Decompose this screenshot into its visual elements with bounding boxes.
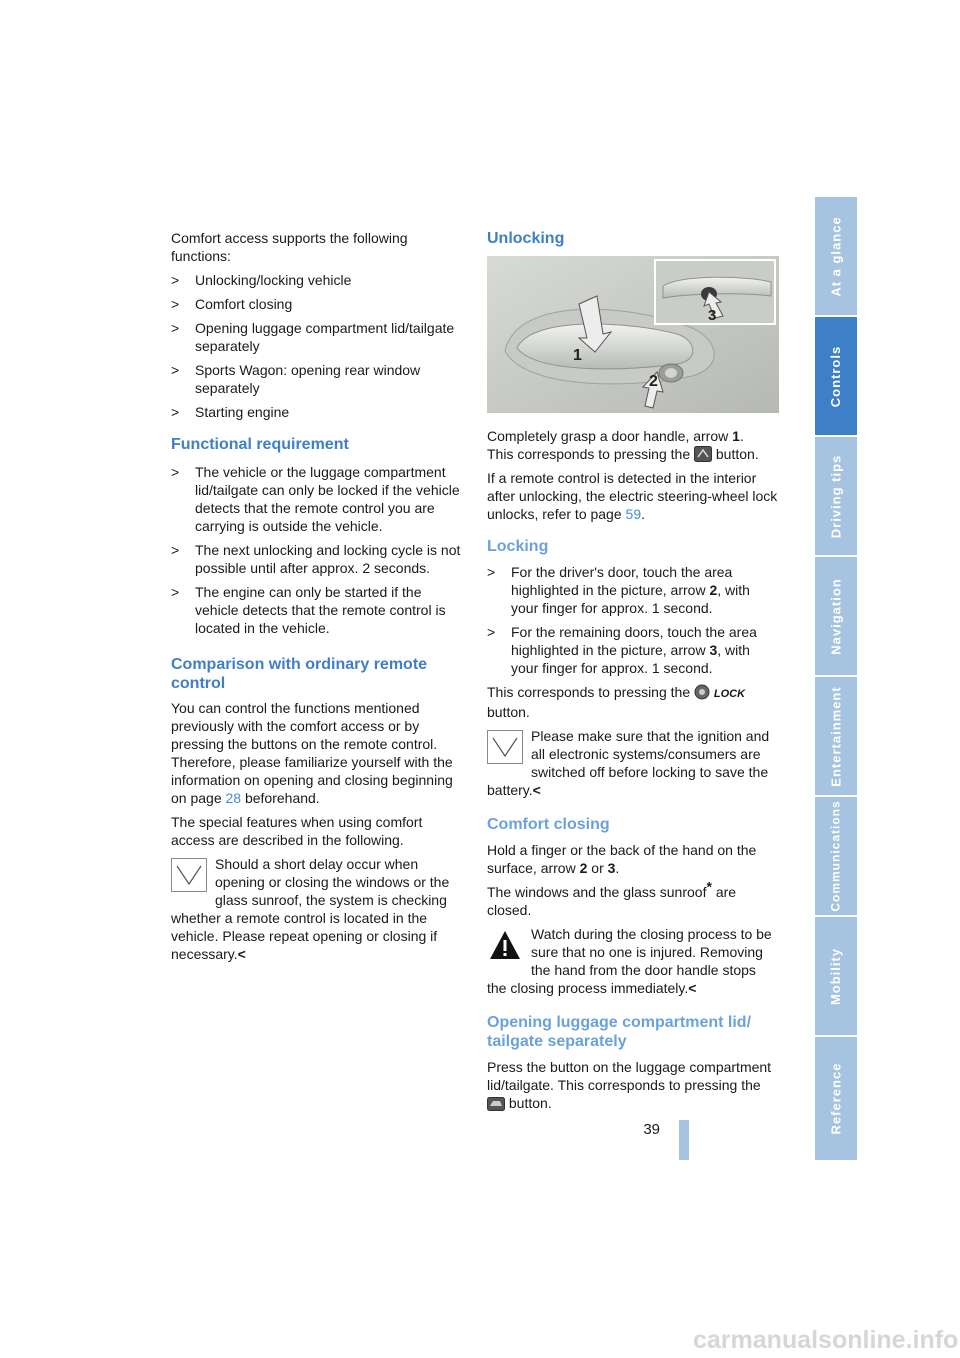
end-mark-icon: < (688, 980, 697, 996)
list-item: > Sports Wagon: opening rear window separately (171, 362, 421, 396)
door-handle-figure (487, 256, 779, 413)
heading-opening-luggage: Opening luggage compartment lid/ tailgate separately (487, 1014, 752, 1050)
tab-communications[interactable]: Communications (815, 797, 857, 915)
asterisk-icon: * (706, 878, 712, 895)
note-block: Should a short delay occur when opening or closing the windows or the glass sunroof, the system is checking whether a remote control is located in the vehicle. Please repeat opening or closing if necessary.< (171, 856, 450, 962)
tailgate-button-icon (487, 1097, 505, 1111)
tab-controls[interactable]: Controls (815, 317, 857, 435)
page-number-bar (679, 1120, 689, 1160)
end-mark-icon: < (532, 782, 541, 798)
list-item: > Comfort closing (171, 296, 293, 312)
bullet-icon: > (171, 584, 180, 600)
bullet-icon: > (171, 362, 180, 378)
unlock-paragraph-2: If a remote control is detected in the interior after unlocking, the electric steering-wheel lock unlocks, refer to page 59. (487, 470, 778, 522)
right-column (487, 229, 779, 1118)
list-item: > The vehicle or the luggage compartment lid/tailgate can only be locked if the vehicle detects that the remote control you are carrying is outside the vehicle. (171, 464, 460, 534)
watermark (0, 1322, 960, 1358)
end-mark-icon: < (237, 946, 246, 962)
heading-locking: Locking (487, 538, 549, 555)
left-column (171, 229, 463, 963)
locking-list (487, 563, 779, 677)
comparison-paragraph: You can control the functions mentioned previously with the comfort access or by pressing the buttons on the remote control. Therefore, please familiarize yourself with the information on opening and closing beginning on page 28 beforehand. (171, 700, 453, 806)
tab-mobility[interactable]: Mobility (815, 917, 857, 1035)
note-arrow-icon (487, 730, 523, 764)
bullet-icon: > (171, 404, 180, 420)
heading-functional-requirement: Functional requirement (171, 436, 349, 453)
lock-button-icon (694, 684, 710, 700)
heading-unlocking: Unlocking (487, 230, 565, 247)
comparison-paragraph-2: The special features when using comfort access are described in the following. (171, 814, 423, 848)
heading-comparison: Comparison with ordinary remote control (171, 656, 428, 692)
comfort-paragraph-2: The windows and the glass sunroof* are closed. (487, 878, 737, 918)
tab-navigation[interactable]: Navigation (815, 557, 857, 675)
tab-at-a-glance[interactable]: At a glance (815, 197, 857, 315)
list-item: > Starting engine (171, 404, 290, 420)
functional-list (171, 463, 463, 637)
bullet-icon: > (171, 272, 180, 288)
comfort-paragraph-1: Hold a finger or the back of the hand on the surface, arrow 2 or 3. (487, 842, 757, 876)
figure-label-2: 2 (649, 373, 658, 390)
watermark-text: carmanualsonline.info (693, 1326, 959, 1354)
intro-list (171, 271, 463, 421)
list-item: > The engine can only be started if the vehicle detects that the remote control is located in the vehicle. (171, 584, 446, 636)
bullet-icon: > (171, 296, 180, 312)
note-arrow-icon (171, 858, 207, 892)
page-number: 39 (643, 1121, 660, 1138)
figure-label-1: 1 (573, 347, 582, 364)
list-item: > For the driver's door, touch the area highlighted in the picture, arrow 2, with your finger for approx. 1 second. (487, 564, 750, 616)
lock-paragraph: This corresponds to pressing the LOCK button. (487, 684, 746, 720)
page-link-59[interactable]: 59 (625, 506, 642, 522)
heading-comfort-closing: Comfort closing (487, 816, 610, 833)
bullet-icon: > (171, 320, 180, 336)
section-tabs (815, 197, 857, 1160)
intro-text: Comfort access supports the following functions: (171, 230, 408, 264)
tab-reference[interactable]: Reference (815, 1037, 857, 1160)
bullet-icon: > (487, 564, 496, 580)
bullet-icon: > (487, 624, 496, 640)
list-item: > The next unlocking and locking cycle is not possible until after approx. 2 seconds. (171, 542, 461, 576)
lock-note-block: Please make sure that the ignition and all electronic systems/consumers are switched off before locking to save the battery.< (487, 728, 770, 798)
bullet-icon: > (171, 464, 180, 480)
door-handle-illustration (487, 256, 779, 413)
warning-block: Watch during the closing process to be sure that no one is injured. Removing the hand from the door handle stops the closing process immediately.< (487, 926, 772, 996)
unlock-button-icon (694, 446, 712, 462)
list-item: > Unlocking/locking vehicle (171, 272, 352, 288)
figure-label-3: 3 (708, 307, 717, 324)
bullet-icon: > (171, 542, 180, 558)
warning-icon (487, 928, 523, 962)
tab-entertainment[interactable]: Entertainment (815, 677, 857, 795)
list-item: > Opening luggage compartment lid/tailgate separately (171, 320, 455, 354)
tab-driving-tips[interactable]: Driving tips (815, 437, 857, 555)
page-link-28[interactable]: 28 (225, 790, 242, 806)
luggage-paragraph: Press the button on the luggage compartment lid/tailgate. This corresponds to pressing the button. (487, 1059, 772, 1111)
list-item: > For the remaining doors, touch the area highlighted in the picture, arrow 3, with your finger for approx. 1 second. (487, 624, 757, 676)
unlock-paragraph-1: Completely grasp a door handle, arrow 1. This corresponds to pressing the button. (487, 428, 759, 462)
